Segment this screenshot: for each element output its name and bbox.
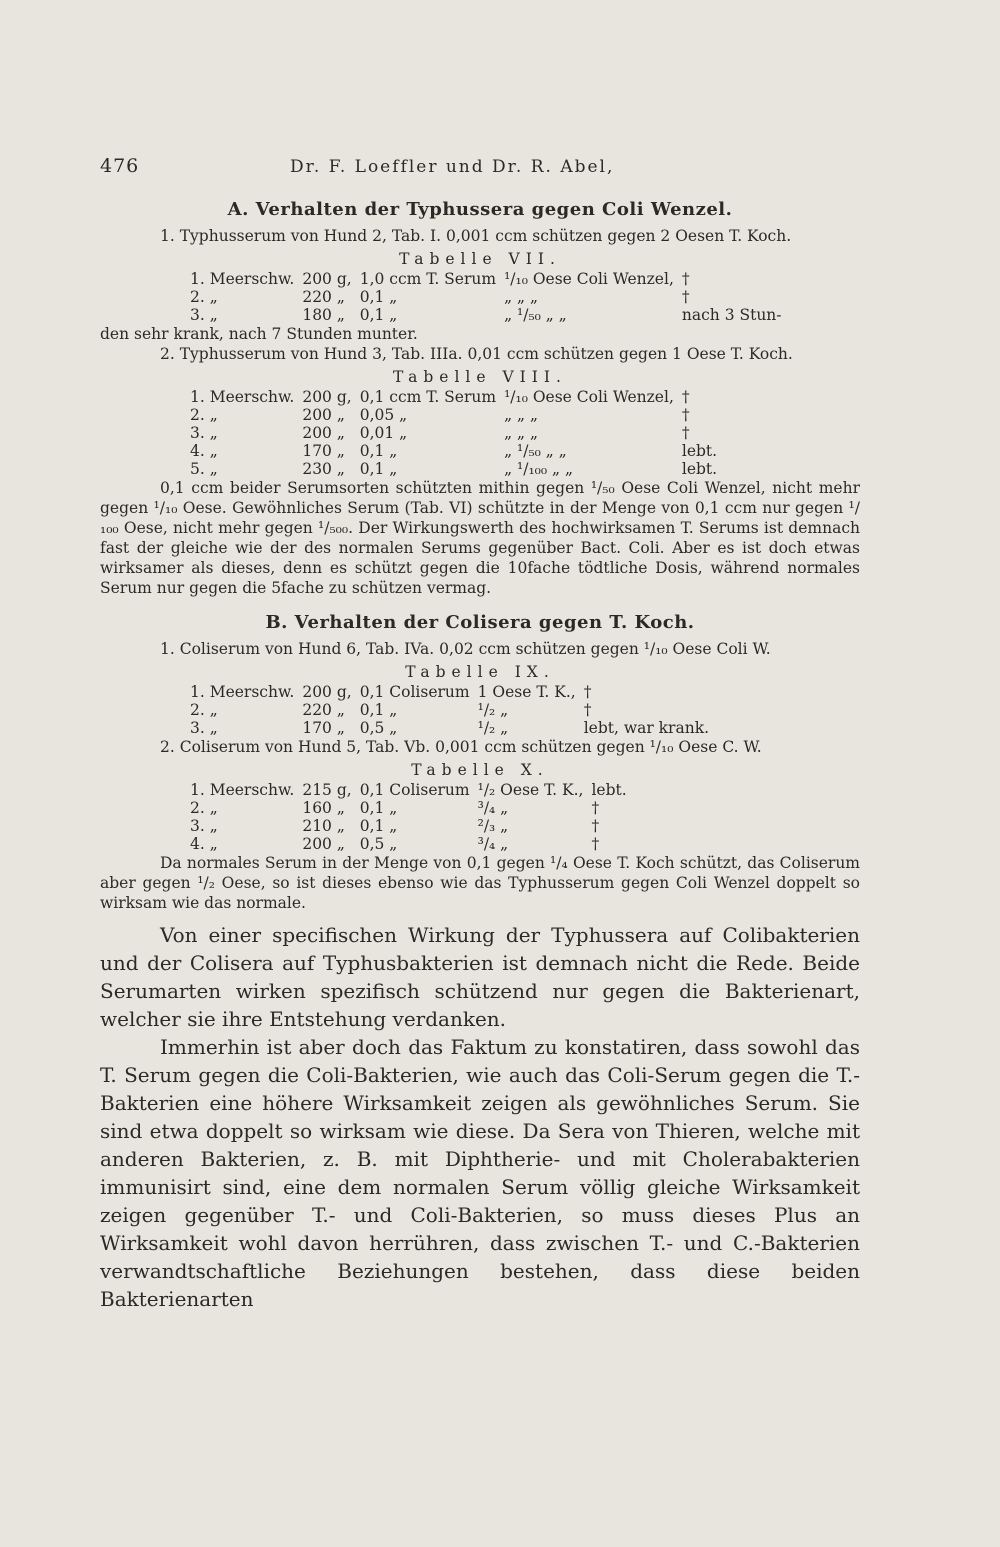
page-number: 476 [100,155,140,177]
table-7 [190,270,790,324]
table-7-title: Tabelle VII. [399,250,561,268]
section-a-heading: A. Verhalten der Typhussera gegen Coli Wenzel. [227,199,733,220]
table-7-continuation: den sehr krank, nach 7 Stunden munter. [100,325,418,343]
table-row: 2. „ 220 „ 0,1 „ „ „ „ † [190,288,690,306]
table-row: 2. „ 220 „ 0,1 „ ¹/₂ „ † [190,701,592,719]
body-paragraph-1: Von einer specifischen Wirkung der Typhussera auf Colibakterien und der Colisera auf Typhusbakterien ist demnach nicht die Rede. Beide Serumarten wirken spezifisch schützend nur gegen die Bakterienart, welcher sie ihre Entstehung verdanken. [100,923,860,1031]
table-row: 4. „ 170 „ 0,1 „ „ ¹/₅₀ „ „ lebt. [190,442,718,460]
body-paragraph-2: Immerhin ist aber doch das Faktum zu konstatiren, dass sowohl das T. Serum gegen die Coli-Bakterien, wie auch das Coli-Serum gegen die T.-Bakterien eine höhere Wirksamkeit zeigen als gewöhnliches Serum. Sie sind etwa doppelt so wirksam wie diese. Da Sera von Thieren, welche mit anderen Bakterien, z. B. mit Diphtherie- und mit Cholerabakterien immunisirt sind, eine dem normalen Serum völlig gleiche Wirksamkeit zeigen gegenüber T.- und Coli-Bakterien, so muss dieses Plus an Wirksamkeit wohl davon herrühren, dass zwischen T.- und C.-Bakterien verwandtschaftliche Beziehungen bestehen, dass diese beiden Bakterienarten [100,1035,860,1311]
section-b-item-2: 2. Coliserum von Hund 5, Tab. Vb. 0,001 ccm schützen gegen ¹/₁₀ Oese C. W. [160,738,762,756]
section-b-heading: B. Verhalten der Colisera gegen T. Koch. [265,612,695,633]
table-9-title: Tabelle IX. [405,663,555,681]
table-row: 3. „ 170 „ 0,5 „ ¹/₂ „ lebt, war krank. [190,719,710,737]
table-8 [190,388,725,478]
section-b-item-1: 1. Coliserum von Hund 6, Tab. IVa. 0,02 ccm schützen gegen ¹/₁₀ Oese Coli W. [160,640,771,658]
table-8-title: Tabelle VIII. [393,368,567,386]
table-row: 2. „ 200 „ 0,05 „ „ „ „ † [190,406,690,424]
table-row: 2. „ 160 „ 0,1 „ ³/₄ „ † [190,799,600,817]
section-a-item-1: 1. Typhusserum von Hund 2, Tab. I. 0,001 ccm schützen gegen 2 Oesen T. Koch. [160,227,792,245]
table-9 [190,683,717,737]
table-row: 3. „ 200 „ 0,01 „ „ „ „ † [190,424,690,442]
section-a-paragraph: 0,1 ccm beider Serumsorten schützten mithin gegen ¹/₅₀ Oese Coli Wenzel, nicht mehr gegen ¹/₁₀ Oese. Gewöhnliches Serum (Tab. VI) schützte in der Menge von 0,1 ccm nur gegen ¹/₁₀₀ Oese, nicht mehr gegen ¹/₅₀₀. Der Wirkungswerth des hochwirksamen T. Serums ist demnach fast der gleiche wie der des normalen Serums gegenüber Bact. Coli. Aber es ist doch etwas wirksamer als dieses, denn es schützt gegen die 10fache tödtliche Dosis, während normales Serum nur gegen die 5fache zu schützen vermag. [100,479,860,597]
table-row: 1. Meerschw. 215 g, 0,1 Coliserum ¹/₂ Oese T. K., lebt. [190,781,627,799]
running-head [100,155,860,177]
table-10 [190,781,635,853]
page-content [100,155,860,1313]
table-row: 1. Meerschw. 200 g, 0,1 Coliserum 1 Oese T. K., † [190,683,592,701]
table-row: 1. Meerschw. 200 g, 0,1 ccm T. Serum ¹/₁₀ Oese Coli Wenzel, † [190,388,690,406]
table-row: 3. „ 180 „ 0,1 „ „ ¹/₅₀ „ „ nach 3 Stun- [190,306,782,324]
running-title: Dr. F. Loeffler und Dr. R. Abel, [290,157,615,177]
table-row: 3. „ 210 „ 0,1 „ ²/₃ „ † [190,817,600,835]
section-b-paragraph: Da normales Serum in der Menge von 0,1 gegen ¹/₄ Oese T. Koch schützt, das Coliserum aber gegen ¹/₂ Oese, so ist dieses ebenso wie das Typhusserum gegen Coli Wenzel doppelt so wirksam wie das normale. [100,854,860,912]
table-row: 4. „ 200 „ 0,5 „ ³/₄ „ † [190,835,600,853]
table-row: 5. „ 230 „ 0,1 „ „ ¹/₁₀₀ „ „ lebt. [190,460,718,478]
table-10-title: Tabelle X. [411,761,549,779]
section-a-item-2: 2. Typhusserum von Hund 3, Tab. IIIa. 0,01 ccm schützen gegen 1 Oese T. Koch. [160,345,793,363]
table-row: 1. Meerschw. 200 g, 1,0 ccm T. Serum ¹/₁₀ Oese Coli Wenzel, † [190,270,690,288]
